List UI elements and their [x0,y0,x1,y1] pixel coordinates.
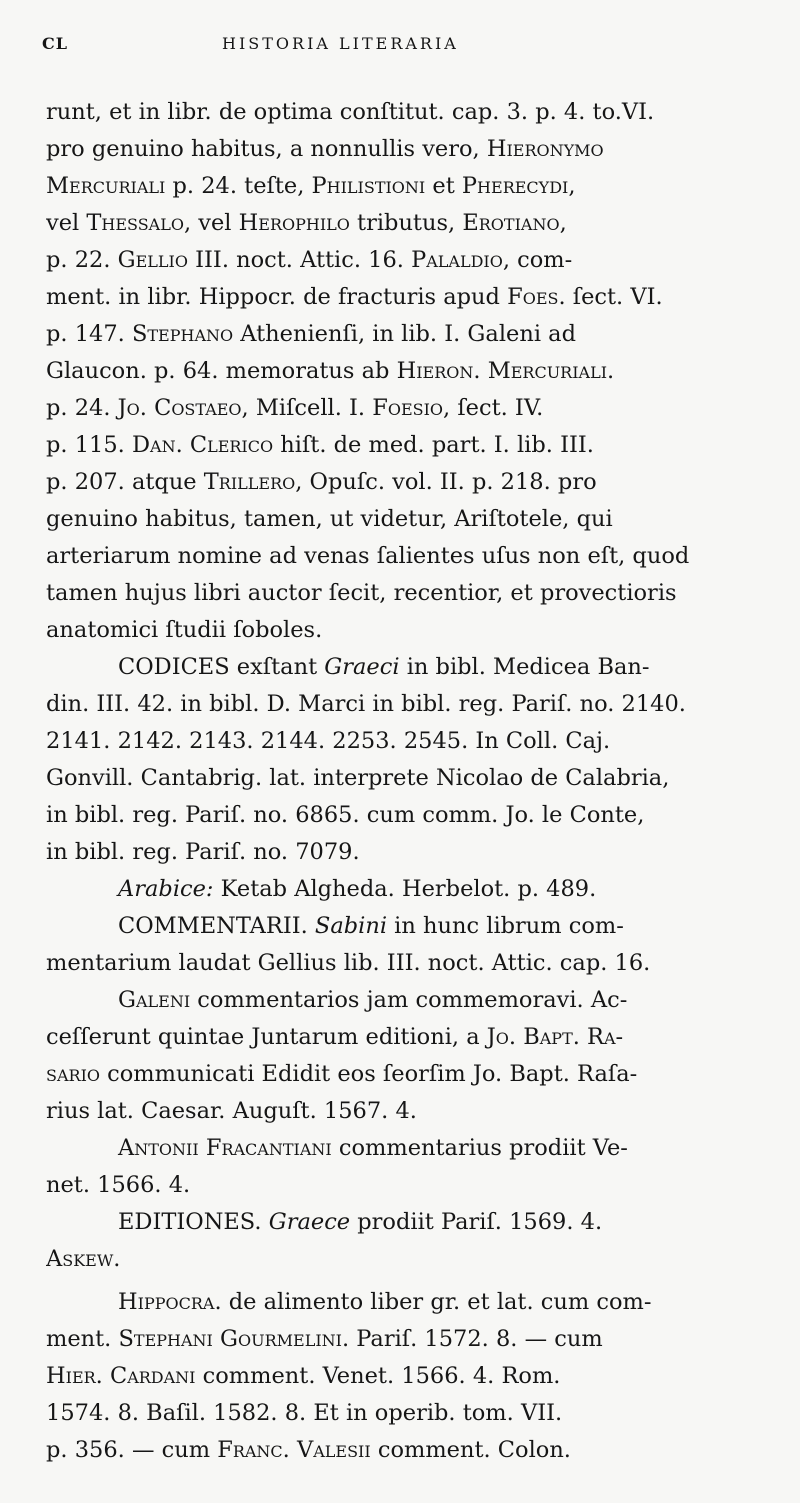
text-line [46,1432,766,1469]
text-run: . [473,358,488,384]
text-line [46,575,766,612]
text-line [46,501,766,538]
text-run: . [607,358,615,384]
italic-text: Graeci [324,654,400,680]
text-line [46,612,766,649]
name-smallcaps: Stephano [131,321,234,347]
text-run: in hunc librum com- [387,913,624,939]
text-run: , vel [183,210,239,236]
name-smallcaps: Hieron [396,358,474,384]
name-smallcaps: Foes [507,284,559,310]
text-line [46,131,766,168]
text-run: p. 356. — cum [46,1437,218,1463]
text-run: . ſect. VI. [558,284,663,310]
text-run: , [568,173,576,199]
text-line [46,242,766,279]
name-smallcaps: Stephani Gourmelini [118,1326,342,1352]
text-run: rius lat. Caesar. Auguſt. 1567. 4. [46,1098,417,1124]
name-smallcaps: Dan. Clerico [131,432,274,458]
text-run: arteriarum nomine ad venas ſalientes uſus non eſt, quod [46,543,690,569]
text-run: in bibl. reg. Pariſ. no. 7079. [46,839,360,865]
name-smallcaps: Foesio [372,395,444,421]
text-run: CODICES exſtant [118,654,325,680]
page-header [42,34,762,60]
text-line [46,427,766,464]
name-smallcaps: Mercuriali [487,358,608,384]
italic-text: Sabini [314,913,388,939]
name-smallcaps: Galeni [118,987,191,1013]
text-line [46,649,766,686]
text-run: Glaucon. p. 64. memoratus ab [46,358,397,384]
name-smallcaps: Askew [46,1246,114,1272]
name-smallcaps: Franc. Valesii [217,1437,371,1463]
folio-number: CL [42,34,68,53]
name-smallcaps: Thessalo [86,210,184,236]
text-run: 2141. 2142. 2143. 2144. 2253. 2545. In Coll. Caj. [46,728,611,754]
text-run: , [559,210,567,236]
name-smallcaps: Herophilo [238,210,350,236]
text-line [46,1358,766,1395]
name-smallcaps: Mercuriali [46,173,166,199]
text-line [46,168,766,205]
name-smallcaps: sario [46,1061,100,1087]
text-run: ment. [46,1326,119,1352]
text-line [46,1241,766,1278]
text-line [46,945,766,982]
text-run: , Miſcell. I. [241,395,373,421]
text-line [46,1284,766,1321]
text-run: p. 22. [46,247,118,273]
name-smallcaps: Erotiano [462,210,560,236]
text-run: . Pariſ. 1572. 8. — cum [341,1326,603,1352]
text-run: p. 24. teſte, [165,173,312,199]
text-run: p. 115. [46,432,132,458]
text-run: , ſect. IV. [443,395,544,421]
text-run: Ketab Algheda. Herbelot. p. 489. [213,876,597,902]
name-smallcaps: Jo. Costaeo [117,395,242,421]
text-run: runt, et in libr. de optima conſtitut. cap. 3. p. 4. to.VI. [46,99,655,125]
text-line [46,908,766,945]
text-run: , com- [502,247,573,273]
text-line [46,538,766,575]
text-run: hiſt. de med. part. I. lib. III. [273,432,594,458]
text-run: communicati Edidit eos ſeorſim Jo. Bapt. Raſa- [100,1061,638,1087]
text-line [46,279,766,316]
text-line [46,723,766,760]
italic-text: Graece [268,1209,351,1235]
text-run: pro genuino habitus, a nonnullis vero, [46,136,487,162]
text-line [46,1321,766,1358]
text-line [46,205,766,242]
text-line [46,686,766,723]
name-smallcaps: Jo. Bapt. Ra- [486,1024,624,1050]
text-line [46,316,766,353]
text-line [46,94,766,131]
text-line [46,390,766,427]
name-smallcaps: Palaldio [411,247,503,273]
name-smallcaps: Pherecydi [461,173,569,199]
text-line [46,1395,766,1432]
text-run: III. noct. Attic. 16. [188,247,412,273]
body-text [46,94,766,1469]
text-run: . [113,1246,121,1272]
text-run: comment. Venet. 1566. 4. Rom. [195,1363,561,1389]
text-run: tributus, [349,210,463,236]
text-line [46,1167,766,1204]
text-run: , Opuſc. vol. II. p. 218. pro [295,469,597,495]
text-line [46,464,766,501]
text-run: Athenienſi, in lib. I. Galeni ad [233,321,576,347]
name-smallcaps: Hippocra [118,1289,215,1315]
text-run: mentarium laudat Gellius lib. III. noct. Attic. cap. 16. [46,950,651,976]
text-run: in bibl. reg. Pariſ. no. 6865. cum comm. Jo. le Conte, [46,802,645,828]
text-run: prodiit Pariſ. 1569. 4. [350,1209,603,1235]
text-line [46,760,766,797]
text-line [46,982,766,1019]
text-line [46,353,766,390]
text-run: commentarios jam commemoravi. Ac- [190,987,628,1013]
text-run: p. 147. [46,321,132,347]
running-title: HISTORIA LITERARIA [222,34,459,53]
name-smallcaps: Philistioni [311,173,426,199]
text-run: genuino habitus, tamen, ut videtur, Ariſtotele, qui [46,506,613,532]
text-run: in bibl. Medicea Ban- [399,654,650,680]
name-smallcaps: Hieronymo [486,136,604,162]
text-run: . de alimento liber gr. et lat. cum com- [214,1289,652,1315]
text-line [46,1019,766,1056]
text-run: 1574. 8. Baſil. 1582. 8. Et in operib. tom. VII. [46,1400,563,1426]
text-run: comment. Colon. [370,1437,571,1463]
text-run: anatomici ſtudii ſoboles. [46,617,323,643]
text-line [46,834,766,871]
text-run: Gonvill. Cantabrig. lat. interprete Nicolao de Calabria, [46,765,670,791]
text-run: tamen hujus libri auctor ſecit, recentior, et provectioris [46,580,677,606]
text-run: net. 1566. 4. [46,1172,191,1198]
text-line [46,1204,766,1241]
italic-text: Arabice: [118,876,214,902]
text-run: din. III. 42. in bibl. D. Marci in bibl. reg. Pariſ. no. 2140. [46,691,686,717]
text-run: ment. in libr. Hippocr. de fracturis apud [46,284,508,310]
text-run: COMMENTARII. [118,913,315,939]
text-line [46,797,766,834]
name-smallcaps: Hier. Cardani [46,1363,196,1389]
text-run: p. 24. [46,395,118,421]
text-run: p. 207. atque [46,469,204,495]
name-smallcaps: Antonii Fracantiani [118,1135,332,1161]
text-line [46,1093,766,1130]
text-line [46,1056,766,1093]
name-smallcaps: Gellio [117,247,188,273]
text-run: ceſſerunt quintae Juntarum editioni, a [46,1024,487,1050]
name-smallcaps: Trillero [203,469,296,495]
text-line [46,1130,766,1167]
text-run: et [425,173,462,199]
text-line [46,871,766,908]
text-run: EDITIONES. [118,1209,269,1235]
text-run: vel [46,210,87,236]
text-run: commentarius prodiit Ve- [331,1135,628,1161]
